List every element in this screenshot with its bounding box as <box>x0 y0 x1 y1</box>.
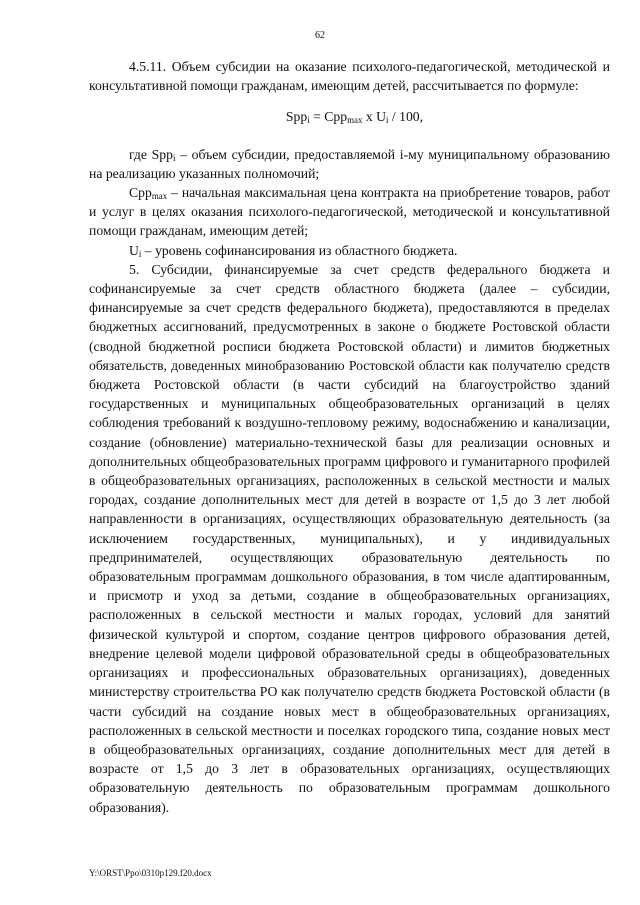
definition-spp <box>89 145 610 183</box>
definition-spp-sub: i <box>172 152 176 163</box>
definition-cpp-text: – начальная максимальная цена контракта на приобретение товаров, работ и услуг в целях оказания психолого-педагогической, методической и консультативной помощи гражданам, имеющим детей; <box>89 185 610 239</box>
definition-u-sub: i <box>138 248 142 259</box>
formula-eq: = Cpp <box>309 109 348 125</box>
paragraph-4-5-11: 4.5.11. Объем субсидии на оказание психолого-педагогической, методической и консультативной помощи гражданам, имеющим детей, рассчитывается по формуле: <box>89 59 610 94</box>
formula-mid-sub: max <box>347 115 363 126</box>
definition-u-symbol: U <box>129 242 139 258</box>
definition-cpp-symbol: Cpp <box>129 185 152 201</box>
definition-cpp <box>89 183 610 241</box>
document-body <box>89 57 610 817</box>
definition-spp-symbol: где Spp <box>129 146 173 162</box>
definition-u <box>89 241 610 260</box>
paragraph-5: 5. Субсидии, финансируемые за счет средств федерального бюджета и софинансируемые за счет средств областного бюджета (далее – субсидии, финансируемые за счет средств федерального бюджета), предоставляются в пределах бюджетных ассигнований, предусмотренных в законе о бюджете Ростовской области (сводной бюджетной росписи бюджета Ростовской области) и лимитов бюджетных обязательств, доведенных минобразованию Ростовской области как получателю средств бюджета Ростовской области (в части субсидий на благоустройство зданий государственных и муниципальных общеобразовательных организаций в целях соблюдения требований к воздушно-тепловому режиму, водоснабжению и канализации, создание (обновление) материально-технической базы для реализации основных и дополнительных общеобразовательных программ цифрового и гуманитарного профилей в общеобразовательных организациях, расположенных в сельской местности и малых городах, создание дополнительных мест для детей в возрасте от 1,5 до 3 лет любой направленности в организациях, осуществляющих образовательную деятельность (за исключением государственных, муниципальных), и у индивидуальных предпринимателей, осуществляющих образовательную деятельность по образовательным программам дошкольного образования, в том числе адаптированным, и присмотр и уход за детьми, создание в общеобразовательных организациях, расположенных в сельской местности и малых городах, условий для занятий физической культурой и спортом, создание центров цифрового образования детей, внедрение целевой модели цифровой образовательной среды в общеобразовательных организациях и профессиональных образовательных организациях), доведенных министерству строительства РО как получателю средств бюджета Ростовской области (в части субсидий на создание новых мест в общеобразовательных организациях, расположенных в сельской местности и поселках городского типа, создание новых мест в общеобразовательных организациях, создание дополнительных мест для детей в возрасте от 1,5 до 3 лет в образовательных организациях, осуществляющих образовательную деятельность по образовательным программам дошкольного образования). <box>89 261 610 815</box>
formula-tail: / 100, <box>388 109 424 125</box>
footer-file-path: Y:\ORST\Ppo\0310p129.f20.docx <box>89 868 212 878</box>
formula-lhs: Spp <box>285 109 308 125</box>
definition-u-text: – уровень софинансирования из областного бюджета. <box>141 242 458 258</box>
page-number: 62 <box>315 30 325 41</box>
formula-u-sub: i <box>385 115 389 126</box>
definition-cpp-sub: max <box>151 191 168 202</box>
formula <box>89 107 610 126</box>
definition-spp-text: – объем субсидии, предоставляемой i-му муниципальному образованию на реализацию указанных полномочий; <box>89 146 610 181</box>
formula-lhs-sub: i <box>307 115 310 126</box>
formula-x: x U <box>362 109 386 125</box>
